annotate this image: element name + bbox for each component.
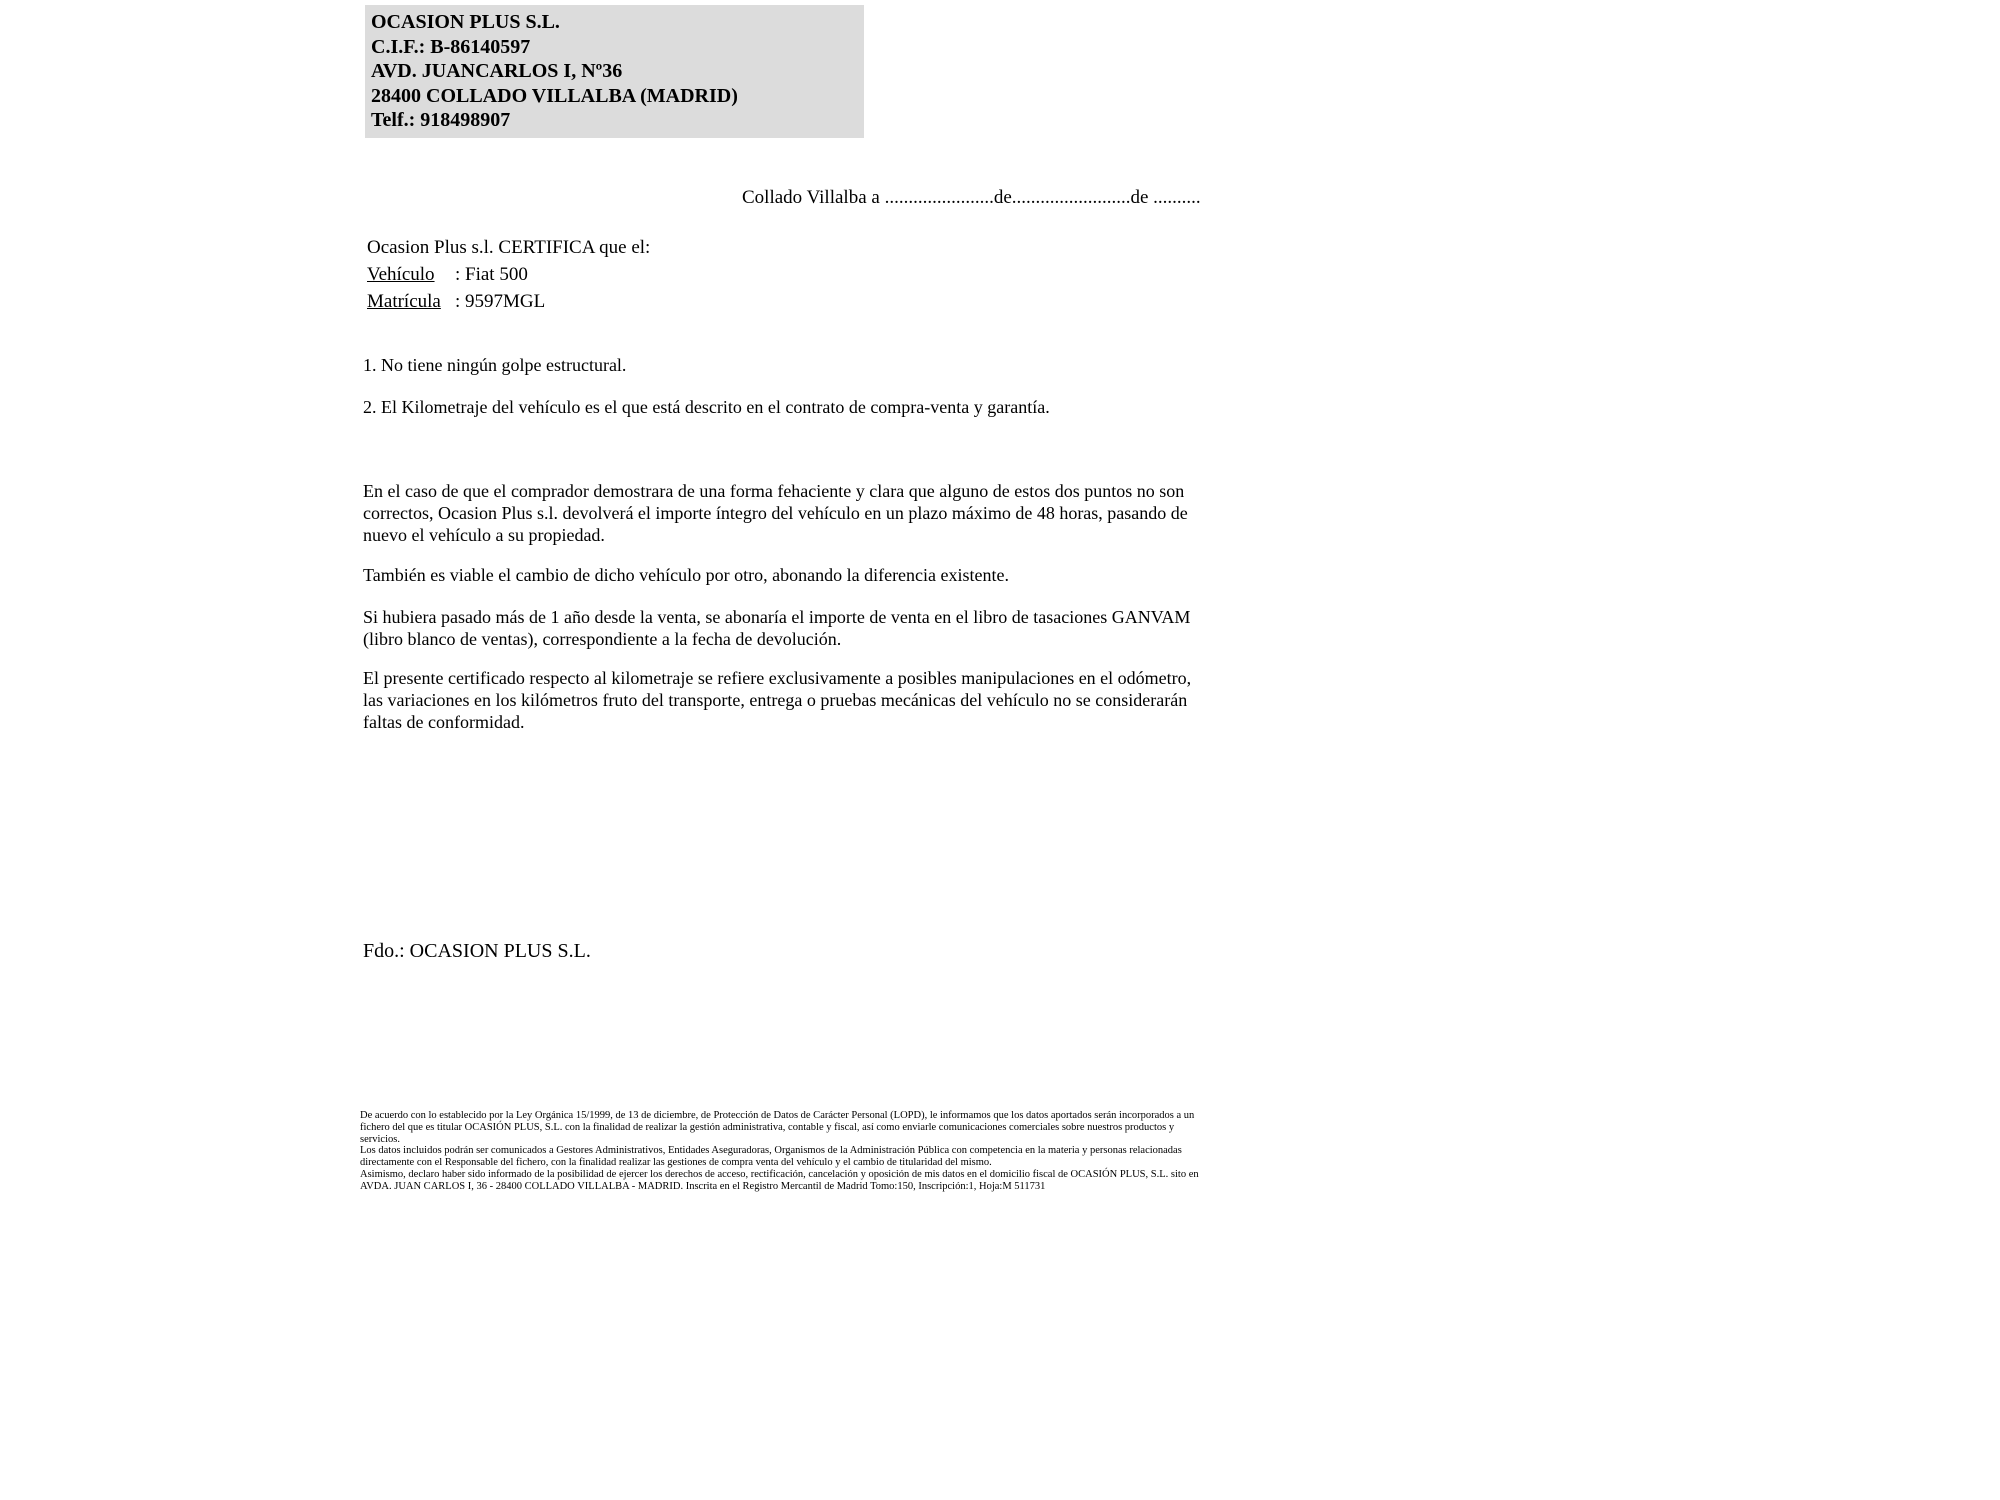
signature-line: Fdo.: OCASION PLUS S.L.	[363, 940, 591, 962]
company-name: OCASION PLUS S.L.	[371, 11, 560, 33]
plate-value: : 9597MGL	[455, 291, 546, 312]
company-cif: C.I.F.: B-86140597	[371, 35, 531, 58]
condition-point-1: 1. No tiene ningún golpe estructural.	[363, 355, 627, 375]
company-header	[365, 5, 864, 138]
vehicle-row	[367, 261, 650, 288]
legal-paragraph-lopd: De acuerdo con lo establecido por la Ley Orgánica 15/1999, de 13 de diciembre, de Protección de Datos de Carácter Personal (LOPD), le informamos que los datos aportados serán incorporados a un fichero del que es titular OCASIÓN PLUS, S.L. con la finalidad de realizar la gestión administrativa, contable y fiscal, así como enviarle comunicaciones comerciales sobre nuestros productos y servicios.	[360, 1110, 1195, 1145]
paragraph-exchange: También es viable el cambio de dicho vehículo por otro, abonando la diferencia existente.	[363, 565, 1010, 585]
plate-row	[367, 288, 650, 315]
company-city: 28400 COLLADO VILLALBA (MADRID)	[371, 84, 738, 107]
legal-paragraph-rights: Asimismo, declaro haber sido informado de la posibilidad de ejercer los derechos de acceso, rectificación, cancelación y oposición de mis datos en el domicilio fiscal de OCASIÓN PLUS, S.L. sito en AVDA. JUAN CARLOS I, 36 - 28400 COLLADO VILLALBA - MADRID. Inscrita en el Registro Mercantil de Madrid Tomo:150, Inscripción:1, Hoja:M 511731	[360, 1168, 1199, 1192]
legal-paragraph-data-sharing: Los datos incluidos podrán ser comunicados a Gestores Administrativos, Entidades Aseguradoras, Organismos de la Administración Pública con competencia en la materia y personas relacionadas directamente con el Responsable del fichero, con la finalidad realizar las gestiones de compra venta del vehículo y el cambio de titularidad del mismo.	[360, 1145, 1182, 1169]
legal-footer	[360, 1110, 1205, 1193]
document-body	[363, 354, 1198, 733]
vehicle-value: : Fiat 500	[455, 264, 528, 285]
paragraph-odometer: El presente certificado respecto al kilometraje se refiere exclusivamente a posibles manipulaciones en el odómetro, las variaciones en los kilómetros fruto del transporte, entrega o pruebas mecánicas del vehículo no se considerarán faltas de conformidad.	[363, 668, 1192, 732]
vehicle-label: Vehículo	[367, 264, 435, 285]
paragraph-refund: En el caso de que el comprador demostrara de una forma fehaciente y clara que alguno de estos dos puntos no son correctos, Ocasion Plus s.l. devolverá el importe íntegro del vehículo en un plazo máximo de 48 horas, pasando de nuevo el vehículo a su propiedad.	[363, 481, 1188, 545]
certification-block	[367, 234, 650, 315]
condition-point-2: 2. El Kilometraje del vehículo es el que está descrito en el contrato de compra-venta y garantía.	[363, 397, 1050, 417]
certify-intro: Ocasion Plus s.l. CERTIFICA que el:	[367, 237, 651, 258]
date-line: Collado Villalba a .......................de.........................de ..........	[742, 187, 1201, 208]
company-address: AVD. JUANCARLOS I, Nº36	[371, 60, 623, 82]
plate-label: Matrícula	[367, 291, 441, 312]
company-phone: Telf.: 918498907	[371, 109, 511, 131]
paragraph-ganvam: Si hubiera pasado más de 1 año desde la venta, se abonaría el importe de venta en el libro de tasaciones GANVAM (libro blanco de ventas), correspondiente a la fecha de devolución.	[363, 607, 1191, 649]
